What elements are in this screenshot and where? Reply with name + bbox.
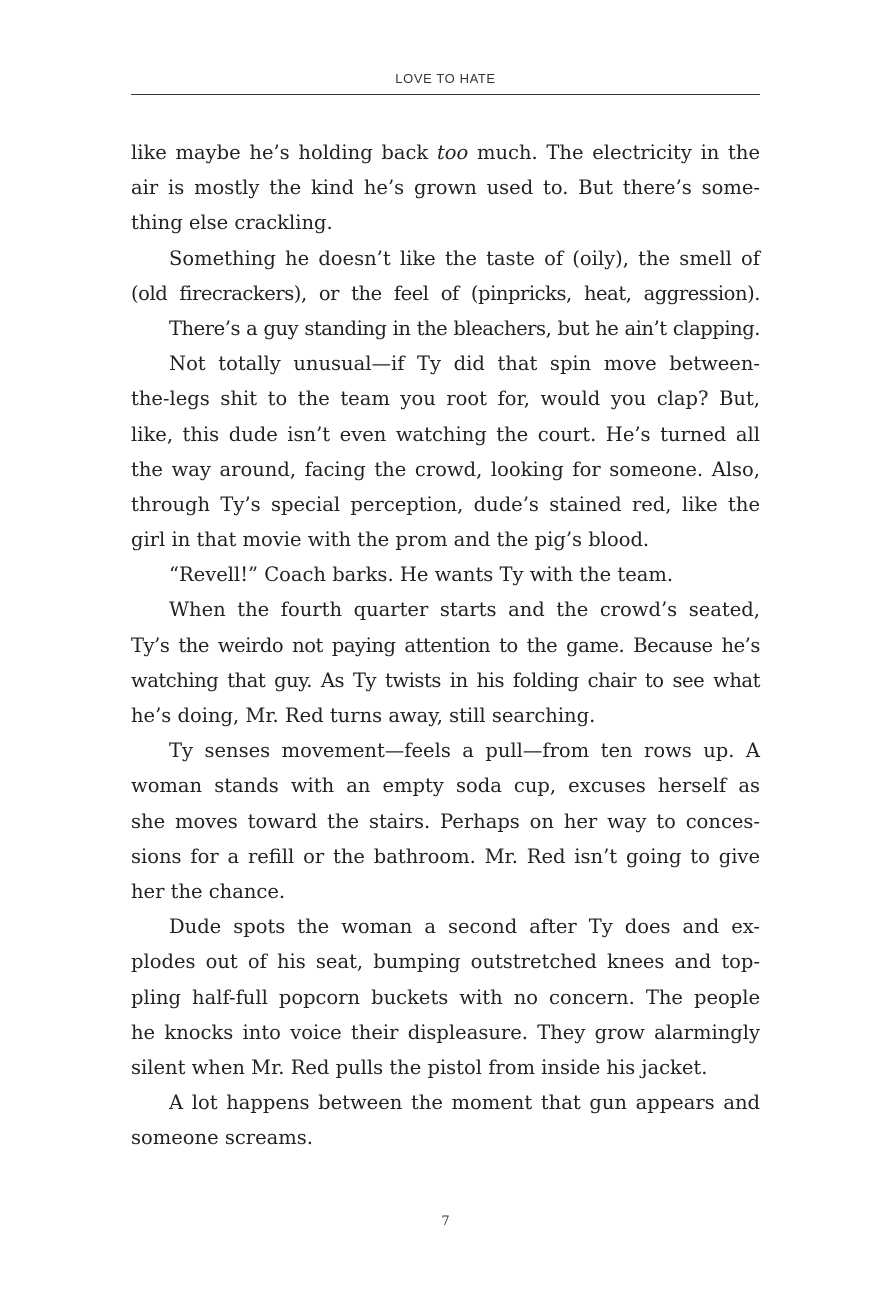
- text-line: plodes out of his seat, bumping outstretched knees and top-: [131, 950, 760, 974]
- text-line: Not totally unusual—if Ty did that spin move between-: [169, 352, 760, 376]
- text-line: someone screams.: [131, 1126, 313, 1150]
- text-line: “Revell!” Coach barks. He wants Ty with the team.: [169, 563, 674, 587]
- text-line: Ty’s the weirdo not paying attention to the game. Because he’s: [131, 633, 760, 657]
- text-line: Ty senses movement—feels a pull—from ten rows up. A: [169, 739, 760, 763]
- text-line: he’s doing, Mr. Red turns away, still searching.: [131, 704, 596, 727]
- text-line: [131, 135, 760, 170]
- text-line: the way around, facing the crowd, looking for someone. Also,: [131, 457, 760, 481]
- header-rule: [131, 94, 760, 95]
- text-line: watching that guy. As Ty twists in his folding chair to see what: [131, 668, 760, 692]
- text-line: she moves toward the stairs. Perhaps on her way to conces-: [131, 809, 760, 833]
- text-line: he knocks into voice their displeasure. They grow alarmingly: [131, 1020, 760, 1044]
- text-line: Dude spots the woman a second after Ty does and ex-: [169, 915, 760, 939]
- text-line: When the fourth quarter starts and the crowd’s seated,: [169, 598, 760, 622]
- running-head: LOVE TO HATE: [395, 71, 496, 86]
- text-line: the-legs shit to the team you root for, would you clap? But,: [131, 387, 760, 411]
- text-line: pling half-full popcorn buckets with no concern. The people: [131, 985, 760, 1009]
- text-line: air is mostly the kind he’s grown used to. But there’s some-: [131, 176, 760, 200]
- italic-word: too: [436, 141, 469, 164]
- text-line: thing else crackling.: [131, 211, 333, 235]
- text-line: silent when Mr. Red pulls the pistol from inside his jacket.: [131, 1055, 708, 1079]
- body-text: [131, 135, 760, 1155]
- text-line: through Ty’s special perception, dude’s stained red, like the: [131, 492, 760, 516]
- text-segment: like maybe he’s holding back: [131, 141, 437, 164]
- text-line: sions for a refill or the bathroom. Mr. Red isn’t going to give: [131, 844, 760, 868]
- text-line: woman stands with an empty soda cup, excuses herself as: [131, 774, 760, 798]
- text-line: A lot happens between the moment that gun appears and: [169, 1091, 760, 1115]
- text-line: her the chance.: [131, 879, 286, 903]
- text-line: (old firecrackers), or the feel of (pinpricks, heat, aggression).: [131, 281, 760, 305]
- page-number: 7: [441, 1214, 450, 1229]
- text-segment: much. The electricity in the: [468, 141, 760, 164]
- text-line: Something he doesn’t like the taste of (oily), the smell of: [169, 246, 760, 270]
- text-line: There’s a guy standing in the bleachers, but he ain’t clapping.: [169, 316, 760, 340]
- text-line: like, this dude isn’t even watching the court. He’s turned all: [131, 422, 760, 446]
- text-line: girl in that movie with the prom and the pig’s blood.: [131, 528, 650, 552]
